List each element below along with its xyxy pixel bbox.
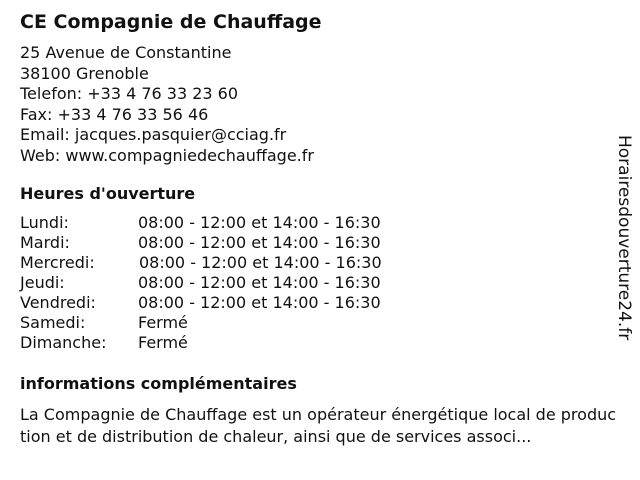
hours-value: 08:00 - 12:00 et 14:00 - 16:30 xyxy=(138,293,381,312)
hours-value: Fermé xyxy=(138,333,188,352)
day-label: Mardi: xyxy=(20,233,70,252)
hours-value: 08:00 - 12:00 et 14:00 - 16:30 xyxy=(138,273,381,292)
phone-line: Telefon: +33 4 76 33 23 60 xyxy=(20,84,239,103)
additional-info-heading: informations complémentaires xyxy=(20,374,297,393)
address-city: 38100 Grenoble xyxy=(20,63,149,83)
day-label: Mercredi: xyxy=(20,253,95,272)
day-label: Jeudi: xyxy=(20,273,65,292)
business-name: CE Compagnie de Chauffage xyxy=(20,11,322,33)
day-label: Vendredi: xyxy=(20,293,96,312)
email-line: Email: jacques.pasquier@cciag.fr xyxy=(20,125,287,144)
day-label: Samedi: xyxy=(20,313,86,332)
hours-value: 08:00 - 12:00 et 14:00 - 16:30 xyxy=(138,233,381,252)
hours-value: 08:00 - 12:00 et 14:00 - 16:30 xyxy=(139,253,382,272)
hours-value: Fermé xyxy=(138,313,188,332)
fax-line: Fax: +33 4 76 33 56 46 xyxy=(20,104,209,124)
day-label: Lundi: xyxy=(20,213,69,232)
hours-value: 08:00 - 12:00 et 14:00 - 16:30 xyxy=(138,213,381,232)
address-street: 25 Avenue de Constantine xyxy=(20,43,232,62)
contact-block xyxy=(20,43,314,166)
day-label: Dimanche: xyxy=(20,333,107,352)
opening-hours-heading: Heures d'ouverture xyxy=(20,184,196,203)
site-watermark: Horairesdouverture24.fr xyxy=(614,135,634,341)
business-description: La Compagnie de Chauffage est un opérateur énergétique local de production et de distribution de chaleur, ainsi que de services associ... xyxy=(20,405,617,446)
web-line: Web: www.compagniedechauffage.fr xyxy=(20,145,314,165)
